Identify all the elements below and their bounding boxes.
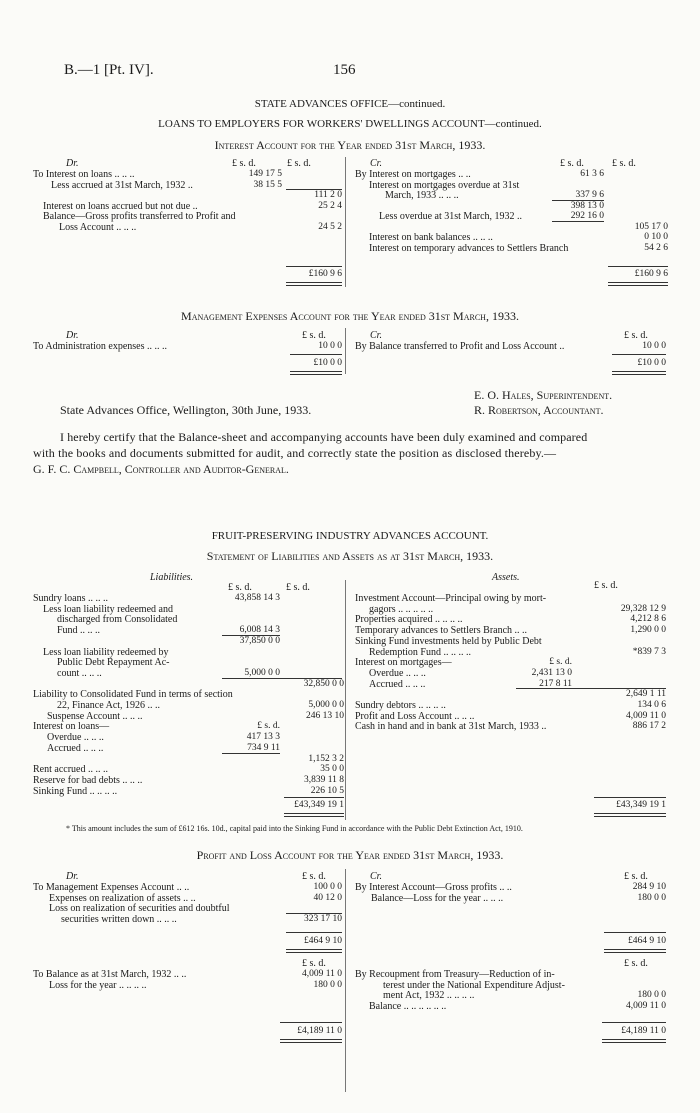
signoff-place-date: State Advances Office, Wellington, 30th June, 1933. bbox=[60, 403, 312, 417]
asset-row-label: Overdue .. .. .. bbox=[369, 667, 426, 679]
interest-debit-amount-b: 25 2 4 bbox=[318, 200, 342, 211]
interest-debit-amount-b: 111 2 0 bbox=[314, 190, 342, 200]
interest-credit-row-label: Less overdue at 31st March, 1932 .. bbox=[379, 211, 523, 222]
pl-debit-amount-a: 40 12 0 bbox=[313, 892, 342, 903]
accountant-signature: R. Robertson, Accountant. bbox=[474, 403, 604, 417]
liability-row-label: Less loan liability redeemed and bbox=[43, 603, 173, 615]
asset-amount-b: 886 17 2 bbox=[632, 721, 666, 732]
debit-total: £10 0 0 bbox=[313, 358, 342, 368]
liabilities-total: £43,349 19 1 bbox=[294, 800, 344, 810]
liability-amount-a: 5,000 0 0 bbox=[244, 667, 280, 678]
asset-row-label: Cash in hand and in bank at 31st March, 1933 .. bbox=[355, 721, 547, 733]
interest-debit-amount-a: 149 17 5 bbox=[248, 169, 282, 179]
lsd-header: £ s. d. bbox=[624, 871, 648, 882]
interest-credit-amount-a: 61 3 6 bbox=[580, 169, 604, 179]
liability-row-label: Interest on loans— bbox=[33, 721, 110, 733]
debit-total: £464 9 10 bbox=[304, 936, 342, 946]
pl-credit-row-label: ment Act, 1932 .. .. .. .. bbox=[383, 990, 475, 1002]
pl-debit-row-label: To Balance as at 31st March, 1932 .. .. bbox=[33, 969, 187, 980]
liability-row-label: Liability to Consolidated Fund in terms of section bbox=[33, 689, 233, 701]
asset-amount-b: 4,009 11 0 bbox=[625, 710, 666, 721]
interest-credit-row-label: Interest on temporary advances to Settlers Branch bbox=[369, 242, 569, 254]
debit-label: Dr. bbox=[66, 871, 79, 882]
credit-row-label: By Balance transferred to Profit and Loss Account .. bbox=[355, 341, 565, 352]
liability-amount-a: 37,850 0 0 bbox=[239, 635, 280, 646]
lsd-header: £ s. d. bbox=[594, 580, 618, 591]
pl-debit-amount-a: 180 0 0 bbox=[313, 979, 342, 990]
asset-row-label: Sundry debtors .. .. .. .. bbox=[355, 700, 446, 711]
lsd-header: £ s. d. bbox=[287, 158, 311, 169]
fruit-statement-subtitle: Statement of Liabilities and Assets as at 31st March, 1933. bbox=[206, 549, 494, 563]
liability-amount-a: 43,858 14 3 bbox=[234, 593, 280, 603]
asset-row-label: Interest on mortgages— bbox=[355, 657, 452, 669]
pl-credit-amount-a: 4,009 11 0 bbox=[625, 1001, 666, 1012]
pl-credit-row-label: Balance—Loss for the year .. .. .. bbox=[371, 892, 504, 904]
pl-debit-row-label: Loss for the year .. .. .. .. bbox=[49, 979, 147, 991]
asset-row-label: gagors .. .. .. .. .. bbox=[369, 603, 434, 615]
interest-debit-row-label: Loss Account .. .. .. bbox=[59, 221, 137, 233]
liability-row-label: 22, Finance Act, 1926 .. .. bbox=[57, 700, 161, 711]
pl-debit-amount-a: 100 0 0 bbox=[313, 882, 342, 892]
asset-row-label: Redemption Fund .. .. .. .. bbox=[369, 646, 471, 658]
lsd-header: £ s. d. bbox=[624, 958, 648, 969]
liabilities-heading: Liabilities. bbox=[150, 572, 194, 583]
debit-total: £160 9 6 bbox=[308, 269, 342, 279]
asset-amount-b: 134 0 6 bbox=[637, 700, 666, 710]
asset-amount-b: 2,649 1 11 bbox=[625, 689, 666, 700]
asset-amount-b: 29,328 12 9 bbox=[620, 603, 666, 614]
interest-credit-row-label: Interest on mortgages overdue at 31st bbox=[369, 179, 520, 191]
debit-total: £4,189 11 0 bbox=[297, 1026, 342, 1036]
assets-heading: Assets. bbox=[492, 572, 520, 583]
liability-row-label: Fund .. .. .. bbox=[57, 625, 101, 637]
liability-amount-a: 734 9 11 bbox=[247, 742, 280, 753]
liability-row-label: discharged from Consolidated bbox=[57, 614, 178, 626]
liability-row-label: Reserve for bad debts .. .. .. bbox=[33, 774, 143, 786]
loans-account-heading: LOANS TO EMPLOYERS FOR WORKERS' DWELLINGS ACCOUNT—continued. bbox=[158, 118, 542, 130]
lsd-header: £ s. d. bbox=[624, 330, 648, 341]
debit-row-label: To Administration expenses .. .. .. bbox=[33, 341, 168, 352]
liability-amount-a: 6,008 14 3 bbox=[239, 625, 280, 636]
asset-row-label: Sinking Fund investments held by Public Debt bbox=[355, 635, 542, 647]
interest-credit-amount-a: 398 13 0 bbox=[570, 200, 604, 211]
liability-row-label: Overdue .. .. .. bbox=[47, 732, 104, 744]
management-expenses-title: Management Expenses Account for the Year ended 31st March, 1933. bbox=[181, 309, 519, 323]
auditor-general-signature: G. F. C. Campbell, Controller and Auditor-General. bbox=[33, 462, 289, 476]
liability-row-label: Public Debt Repayment Ac- bbox=[57, 657, 170, 669]
page-reference: B.—1 [Pt. IV]. bbox=[64, 62, 154, 78]
lsd-header: £ s. d. bbox=[560, 158, 584, 169]
asset-row-label: Temporary advances to Settlers Branch .. .. bbox=[355, 625, 528, 637]
liability-amount-b: 1,152 3 2 bbox=[308, 753, 344, 764]
credit-total: £464 9 10 bbox=[628, 936, 666, 946]
lsd-header: £ s. d. bbox=[302, 958, 326, 969]
lsd-header: £ s. d. bbox=[302, 871, 326, 882]
footnote: * This amount includes the sum of £612 16s. 10d., capital paid into the Sinking Fund in accordance with the Public Debt Extinction Act, 1910. bbox=[66, 824, 523, 833]
credit-label: Cr. bbox=[370, 158, 382, 169]
debit-row-amount: 10 0 0 bbox=[318, 341, 342, 351]
pl-credit-row-label: terest under the National Expenditure Adjust- bbox=[383, 979, 565, 991]
pl-debit-row-label: To Management Expenses Account .. .. bbox=[33, 882, 190, 893]
pl-credit-amount-a: 180 0 0 bbox=[637, 892, 666, 903]
assets-total: £43,349 19 1 bbox=[616, 800, 666, 810]
liability-amount-b: 3,839 11 8 bbox=[303, 774, 344, 785]
asset-amount-b: 4,212 8 6 bbox=[630, 614, 666, 625]
credit-total: £4,189 11 0 bbox=[621, 1026, 666, 1036]
liability-amount-b: 226 10 5 bbox=[310, 785, 344, 796]
asset-amount-a: 217 8 11 bbox=[539, 678, 572, 689]
pl-debit-amount-a: 4,009 11 0 bbox=[301, 969, 342, 979]
liability-row-label: Accrued .. .. .. bbox=[47, 742, 104, 754]
lsd-header: £ s. d. bbox=[302, 330, 326, 341]
superintendent-signature: E. O. Hales, Superintendent. bbox=[474, 388, 613, 402]
interest-debit-row-label: Interest on loans accrued but not due .. bbox=[43, 200, 198, 212]
pl-credit-amount-a: 180 0 0 bbox=[637, 990, 666, 1001]
credit-total: £160 9 6 bbox=[634, 269, 668, 279]
interest-credit-amount-b: 105 17 0 bbox=[634, 221, 668, 232]
interest-credit-row-label: By Interest on mortgages .. .. bbox=[355, 169, 471, 180]
interest-credit-amount-a: 292 16 0 bbox=[570, 211, 604, 221]
lsd-header: £ s. d. bbox=[286, 582, 310, 593]
credit-label: Cr. bbox=[370, 871, 382, 882]
interest-credit-row-label: Interest on bank balances .. .. .. bbox=[369, 232, 493, 243]
office-heading: STATE ADVANCES OFFICE—continued. bbox=[254, 98, 446, 110]
liability-amount-b: 32,850 0 0 bbox=[303, 678, 344, 689]
interest-debit-row-label: To Interest on loans .. .. .. bbox=[33, 169, 135, 180]
credit-total: £10 0 0 bbox=[637, 358, 666, 368]
debit-label: Dr. bbox=[66, 158, 79, 169]
asset-amount-b: 1,290 0 0 bbox=[630, 625, 666, 636]
asset-row-label: Properties acquired .. .. .. .. bbox=[355, 614, 463, 626]
lsd-header: £ s. d. bbox=[232, 158, 256, 169]
pl-credit-row-label: By Recoupment from Treasury—Reduction of in- bbox=[355, 969, 555, 980]
interest-debit-amount-b: 24 5 2 bbox=[318, 221, 342, 232]
pl-debit-row-label: Expenses on realization of assets .. .. bbox=[49, 892, 196, 904]
liability-amount-b: 5,000 0 0 bbox=[308, 700, 344, 710]
asset-row-label: Investment Account—Principal owing by mort- bbox=[355, 593, 547, 604]
liability-row-label: Less loan liability redeemed by bbox=[43, 646, 169, 658]
pl-credit-amount-a: 284 9 10 bbox=[632, 882, 666, 892]
liability-row-label: Suspense Account .. .. .. bbox=[47, 710, 143, 722]
credit-row-amount: 10 0 0 bbox=[642, 341, 666, 351]
profit-loss-title: Profit and Loss Account for the Year ended 31st March, 1933. bbox=[196, 848, 504, 862]
interest-credit-amount-b: 54 2 6 bbox=[644, 242, 668, 253]
debit-label: Dr. bbox=[66, 330, 79, 341]
liability-row-label: count .. .. .. bbox=[57, 667, 102, 679]
asset-row-label: Profit and Loss Account .. .. .. bbox=[355, 710, 475, 722]
page-number: 156 bbox=[333, 62, 356, 78]
liability-row-label: Sinking Fund .. .. .. .. bbox=[33, 785, 118, 797]
liability-row-label: Rent accrued .. .. .. bbox=[33, 764, 108, 776]
pl-debit-row-label: securities written down .. .. .. bbox=[61, 914, 177, 926]
lsd-header: £ s. d. bbox=[228, 582, 252, 593]
interest-debit-row-label: Less accrued at 31st March, 1932 .. bbox=[51, 179, 193, 191]
liability-amount-b: 35 0 0 bbox=[320, 764, 344, 775]
audit-certificate-line: with the books and documents submitted for audit, and correctly state the position as disclosed thereby.— bbox=[33, 446, 557, 460]
credit-label: Cr. bbox=[370, 330, 382, 341]
asset-amount-a: 2,431 13 0 bbox=[531, 667, 572, 678]
interest-credit-amount-b: 0 10 0 bbox=[644, 232, 668, 242]
liability-amount-a: 417 13 3 bbox=[246, 732, 280, 743]
interest-debit-row-label: Balance—Gross profits transferred to Profit and bbox=[43, 211, 236, 222]
liability-row-label: Sundry loans .. .. .. bbox=[33, 593, 108, 604]
asset-amount-a: £ s. d. bbox=[549, 657, 572, 668]
interest-debit-amount-a: 38 15 5 bbox=[253, 179, 282, 190]
liability-amount-b: 246 13 10 bbox=[306, 710, 344, 721]
asset-amount-b: *839 7 3 bbox=[632, 646, 666, 657]
pl-debit-amount-a: 323 17 10 bbox=[304, 914, 342, 925]
fruit-account-title: FRUIT-PRESERVING INDUSTRY ADVANCES ACCOUNT. bbox=[211, 530, 489, 542]
pl-credit-row-label: Balance .. .. .. .. .. .. bbox=[369, 1001, 447, 1013]
interest-credit-amount-a: 337 9 6 bbox=[575, 190, 604, 200]
asset-row-label: Accrued .. .. .. bbox=[369, 678, 426, 690]
pl-credit-row-label: By Interest Account—Gross profits .. .. bbox=[355, 882, 512, 893]
interest-account-title: Interest Account for the Year ended 31st March, 1933. bbox=[214, 138, 486, 152]
liability-amount-a: £ s. d. bbox=[257, 721, 280, 732]
pl-debit-row-label: Loss on realization of securities and doubtful bbox=[49, 903, 230, 915]
lsd-header: £ s. d. bbox=[612, 158, 636, 169]
interest-credit-row-label: March, 1933 .. .. .. bbox=[385, 190, 459, 201]
audit-certificate-line: I hereby certify that the Balance-sheet and accompanying accounts have been duly examined and compared bbox=[60, 430, 588, 444]
